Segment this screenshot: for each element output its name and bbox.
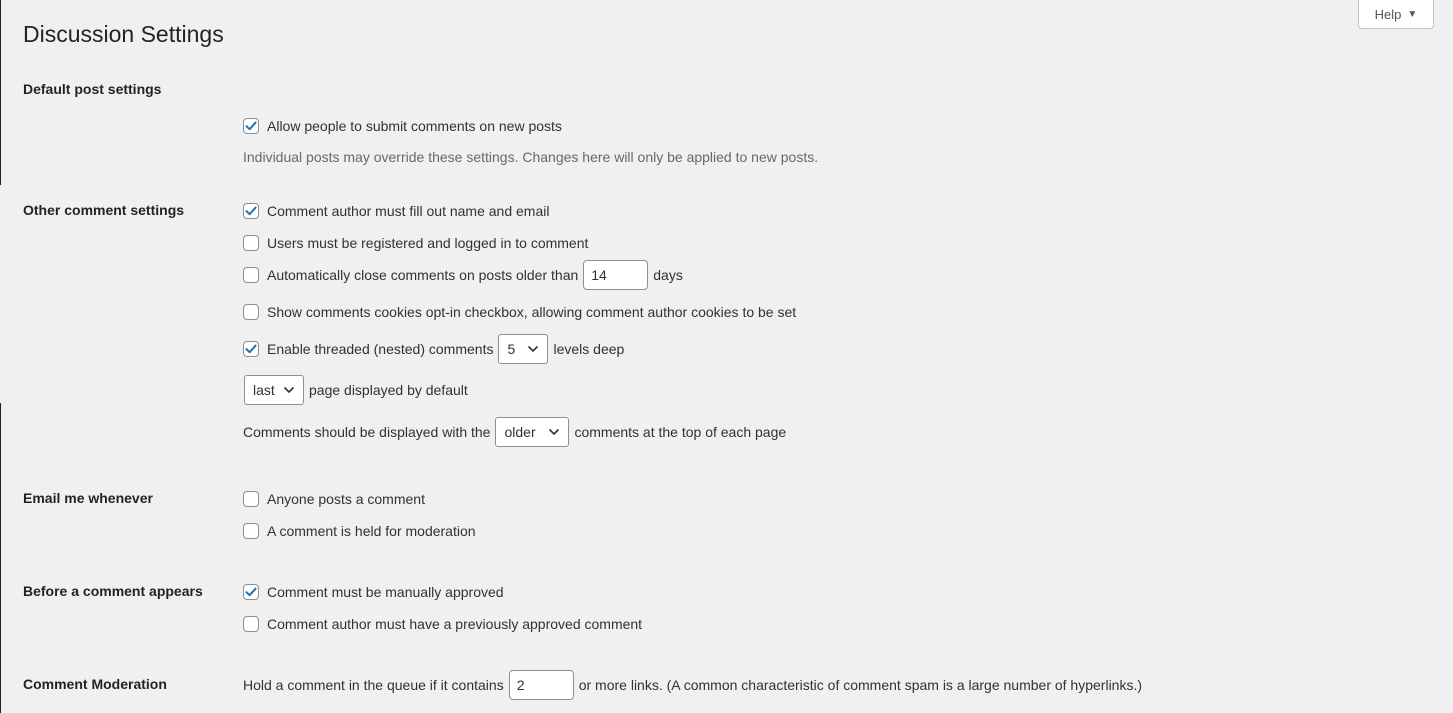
comment-order-select[interactable] <box>495 417 569 447</box>
checkmark-icon <box>244 585 258 599</box>
chevron-down-icon <box>283 386 295 394</box>
checkbox-threaded-comments[interactable] <box>243 341 259 357</box>
checkbox-registration-required[interactable] <box>243 235 259 251</box>
moderation-links-input[interactable] <box>509 670 574 700</box>
label-require-name-email: Comment author must fill out name and email <box>267 203 550 219</box>
label-registration-required: Users must be registered and logged in to comment <box>267 235 589 251</box>
option-threaded-comments[interactable] <box>243 334 624 364</box>
label-anyone-posts: Anyone posts a comment <box>267 491 425 507</box>
label-allow-comments: Allow people to submit comments on new posts <box>267 118 562 134</box>
label-moderation-prefix: Hold a comment in the queue if it contains <box>243 677 504 693</box>
checkbox-close-comments[interactable] <box>243 267 259 283</box>
label-held-moderation: A comment is held for moderation <box>267 523 476 539</box>
section-label-email: Email me whenever <box>23 490 153 506</box>
label-threaded-comments: Enable threaded (nested) comments <box>267 341 494 357</box>
option-comment-order <box>243 417 786 447</box>
label-cookies-opt-in: Show comments cookies opt-in checkbox, allowing comment author cookies to be set <box>267 304 797 320</box>
checkbox-require-name-email[interactable] <box>243 203 259 219</box>
checkbox-previously-approved[interactable] <box>243 616 259 632</box>
checkbox-manually-approved[interactable] <box>243 584 259 600</box>
section-label-before-appears: Before a comment appears <box>23 583 203 599</box>
help-button[interactable] <box>1358 0 1434 29</box>
thread-depth-value: 5 <box>507 341 516 357</box>
option-registration-required[interactable] <box>243 233 588 253</box>
default-page-value: last <box>253 382 275 398</box>
section-label-other-comment: Other comment settings <box>23 202 185 218</box>
checkbox-held-moderation[interactable] <box>243 523 259 539</box>
label-days: days <box>653 267 683 283</box>
chevron-down-icon <box>527 345 539 353</box>
close-comments-days-input[interactable] <box>583 260 648 290</box>
checkmark-icon <box>244 204 258 218</box>
option-close-comments[interactable] <box>243 260 683 290</box>
option-moderation-links <box>243 670 1142 700</box>
option-default-page <box>239 375 468 405</box>
option-held-moderation[interactable] <box>243 521 476 541</box>
option-anyone-posts[interactable] <box>243 489 425 509</box>
default-post-description: Individual posts may override these settings. Changes here will only be applied to new posts. <box>243 149 819 165</box>
label-moderation-suffix: or more links. (A common characteristic of comment spam is a large number of hyperlinks.) <box>578 677 1143 693</box>
label-previously-approved: Comment author must have a previously approved comment <box>267 616 643 632</box>
section-label-default-post: Default post settings <box>23 81 162 97</box>
checkbox-anyone-posts[interactable] <box>243 491 259 507</box>
default-page-select[interactable] <box>244 375 304 405</box>
option-previously-approved[interactable] <box>243 614 642 634</box>
label-comment-order-suffix: comments at the top of each page <box>574 424 787 440</box>
label-levels-deep: levels deep <box>553 341 625 357</box>
option-cookies-opt-in[interactable] <box>243 302 796 322</box>
checkmark-icon <box>244 119 258 133</box>
label-close-comments: Automatically close comments on posts older than <box>267 267 579 283</box>
checkmark-icon <box>244 342 258 356</box>
page-title: Discussion Settings <box>23 21 224 47</box>
thread-depth-select[interactable] <box>498 334 548 364</box>
option-manually-approved[interactable] <box>243 582 504 602</box>
checkbox-cookies-opt-in[interactable] <box>243 304 259 320</box>
left-edge-divider <box>0 403 1 713</box>
section-label-moderation: Comment Moderation <box>23 676 167 692</box>
checkbox-allow-comments[interactable] <box>243 118 259 134</box>
label-manually-approved: Comment must be manually approved <box>267 584 504 600</box>
option-allow-comments[interactable] <box>243 116 562 136</box>
option-require-name-email[interactable] <box>243 201 549 221</box>
help-button-label: Help <box>1374 6 1402 22</box>
caret-down-icon: ▼ <box>1407 8 1418 20</box>
label-comment-order-prefix: Comments should be displayed with the <box>243 424 491 440</box>
label-page-displayed: page displayed by default <box>309 382 468 398</box>
left-edge-divider <box>0 0 1 185</box>
chevron-down-icon <box>548 428 560 436</box>
comment-order-value: older <box>504 424 536 440</box>
